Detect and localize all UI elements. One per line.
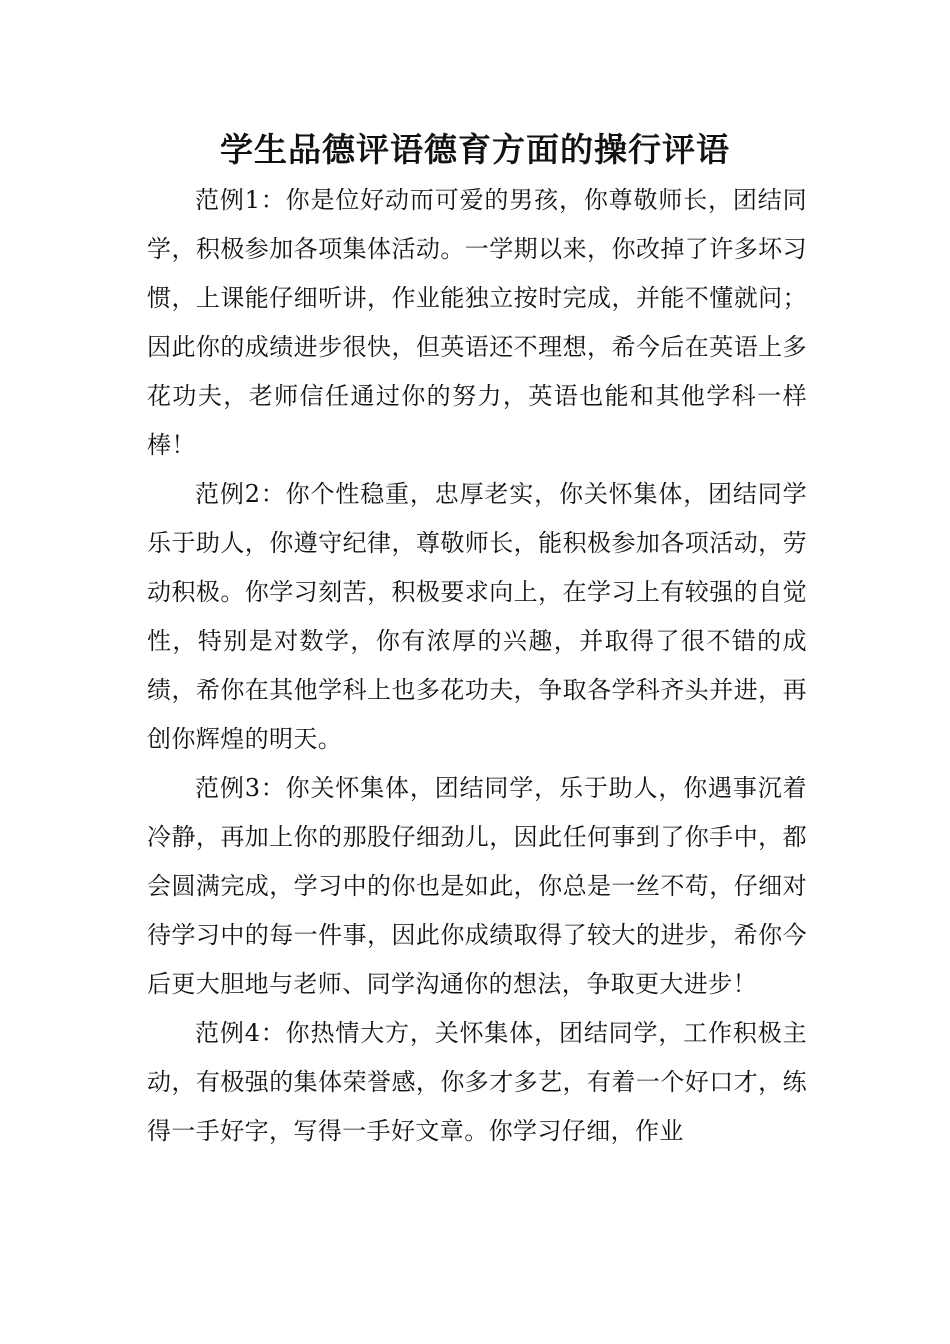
paragraph-example-4: 范例4：你热情大方，关怀集体，团结同学，工作积极主动，有极强的集体荣誉感，你多才多艺，有着一个好口才，练得一手好字，写得一手好文章。你学习仔细，作业 <box>147 1019 807 1145</box>
document-body <box>147 176 807 1156</box>
paragraph-example-3: 范例3：你关怀集体，团结同学，乐于助人，你遇事沉着冷静，再加上你的那股仔细劲儿，因此任何事到了你手中，都会圆满完成，学习中的你也是如此，你总是一丝不苟，仔细对待学习中的每一件事，因此你成绩取得了较大的进步，希你今后更大胆地与老师、同学沟通你的想法，争取更大进步！ <box>147 774 807 998</box>
paragraph-example-1: 范例1：你是位好动而可爱的男孩，你尊敬师长，团结同学，积极参加各项集体活动。一学期以来，你改掉了许多坏习惯，上课能仔细听讲，作业能独立按时完成，并能不懂就问；因此你的成绩进步很快，但英语还不理想，希今后在英语上多花功夫，老师信任通过你的努力，英语也能和其他学科一样棒！ <box>147 186 807 459</box>
paragraph-example-2: 范例2：你个性稳重，忠厚老实，你关怀集体，团结同学乐于助人，你遵守纪律，尊敬师长，能积极参加各项活动，劳动积极。你学习刻苦，积极要求向上，在学习上有较强的自觉性，特别是对数学，你有浓厚的兴趣，并取得了很不错的成绩，希你在其他学科上也多花功夫，争取各学科齐头并进，再创你辉煌的明天。 <box>147 480 807 753</box>
document-title: 学生品德评语德育方面的操行评语 <box>220 130 730 169</box>
